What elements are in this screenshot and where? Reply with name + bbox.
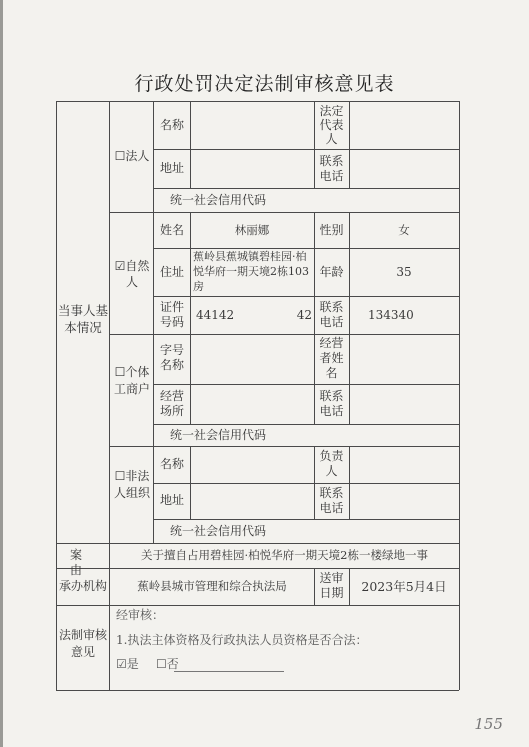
rule: [190, 101, 191, 188]
natural-id-label: 证件号码: [159, 300, 184, 329]
rule: [56, 101, 57, 690]
non-legal-checkbox-label[interactable]: ☐非法人组织: [113, 469, 150, 500]
natural-name-label: 姓名: [159, 223, 184, 237]
business-name-label: 字号名称: [159, 343, 184, 372]
legal-address-label: 地址: [159, 161, 184, 175]
legal-name-label: 名称: [159, 118, 184, 132]
scan-edge: [0, 0, 3, 747]
rule: [56, 690, 459, 691]
review-line-1: 经审核：: [116, 608, 165, 622]
legal-person-checkbox-label[interactable]: ☐法人: [114, 149, 150, 163]
business-operator-label: 经营者姓名: [319, 336, 344, 380]
non-legal-credit-label: 统一社会信用代码: [169, 524, 266, 538]
rule: [349, 568, 350, 605]
business-phone-label: 联系电话: [319, 389, 344, 418]
rule: [349, 334, 350, 424]
non-legal-leader-label: 负责人: [319, 449, 344, 478]
rule: [56, 605, 459, 606]
submit-date-label: 送审日期: [319, 571, 344, 600]
rule: [56, 101, 459, 102]
rule: [153, 483, 459, 484]
blank-underline: [174, 671, 284, 672]
natural-age-value: 35: [396, 265, 412, 279]
natural-phone-value: 134340: [368, 308, 414, 322]
non-legal-phone-label: 联系电话: [319, 486, 344, 515]
agency-label: 承办机构: [58, 579, 107, 593]
rule: [349, 212, 350, 334]
rule: [153, 296, 459, 297]
natural-name-value: 林丽娜: [234, 223, 270, 237]
rule: [56, 543, 459, 544]
rule: [349, 101, 350, 188]
natural-person-checkbox-label[interactable]: ☑自然人: [114, 259, 150, 289]
natural-age-label: 年龄: [319, 265, 344, 279]
rule: [153, 519, 459, 520]
review-no-checkbox[interactable]: ☐否: [156, 657, 179, 671]
legal-phone-label: 联系电话: [319, 154, 344, 183]
case-label: 案由: [69, 548, 96, 577]
business-place-label: 经营场所: [159, 389, 184, 418]
natural-gender-value: 女: [398, 223, 410, 237]
review-line-2: 1.执法主体资格及行政执法人员资格是否合法：: [116, 633, 368, 647]
rule: [109, 446, 459, 447]
rule: [109, 334, 459, 335]
page-number: 155: [474, 715, 503, 733]
case-value: 关于擅自占用碧桂园·柏悦华府一期天境2栋一楼绿地一事: [141, 548, 428, 562]
rule: [109, 101, 110, 543]
review-label: 法制审核意见: [58, 628, 107, 659]
submit-date-value: 2023年5月4日: [361, 579, 447, 594]
business-credit-label: 统一社会信用代码: [169, 428, 266, 442]
natural-id-value-a: 44142: [196, 308, 235, 322]
natural-address-label: 住址: [159, 265, 184, 279]
rule: [56, 568, 459, 569]
rule: [153, 149, 459, 150]
rule: [190, 334, 191, 424]
legal-rep-label: 法定代表人: [319, 104, 344, 146]
rule: [153, 101, 154, 543]
natural-phone-label: 联系电话: [319, 300, 344, 329]
rule: [109, 543, 110, 690]
rule: [109, 212, 459, 213]
natural-address-value: 蕉岭县蕉城镇碧桂园·柏悦华府一期天境2栋103房: [193, 250, 309, 293]
page-title: 行政处罚决定法制审核意见表: [134, 73, 395, 95]
rule: [153, 424, 459, 425]
rule: [190, 212, 191, 334]
non-legal-address-label: 地址: [159, 493, 184, 507]
agency-value: 蕉岭县城市管理和综合执法局: [137, 579, 287, 593]
natural-id-value-b: 42: [296, 308, 312, 322]
review-yes-checkbox[interactable]: ☑是: [116, 657, 139, 671]
rule: [153, 384, 459, 385]
natural-gender-label: 性别: [319, 223, 344, 237]
rule: [459, 101, 460, 690]
rule: [153, 188, 459, 189]
party-section-label: 当事人基本情况: [58, 303, 109, 335]
rule: [349, 446, 350, 519]
rule: [190, 446, 191, 519]
individual-business-checkbox-label[interactable]: ☐个体工商户: [113, 365, 150, 396]
legal-credit-label: 统一社会信用代码: [169, 193, 266, 207]
non-legal-name-label: 名称: [159, 457, 184, 471]
